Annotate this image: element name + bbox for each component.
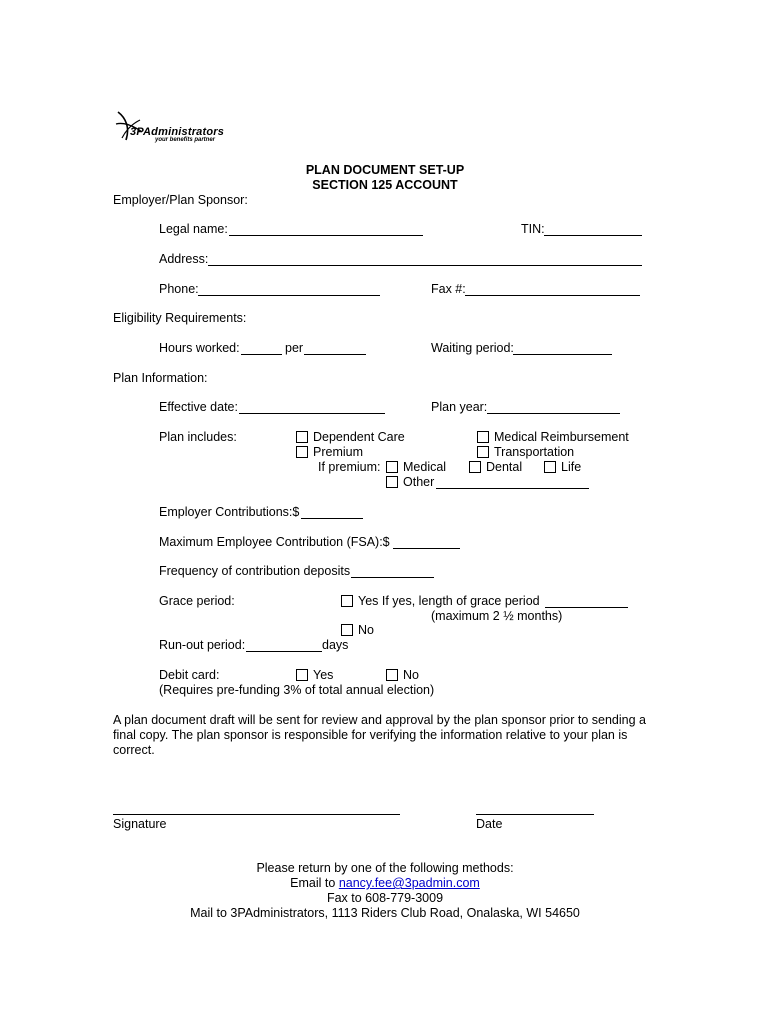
runout-period-field[interactable] [246,651,322,652]
frequency-field[interactable] [351,577,434,578]
grace-no-label: No [358,623,374,637]
medical-label: Medical [403,460,447,474]
premium-label: Premium [313,445,364,459]
debit-yes-checkbox[interactable] [296,669,308,681]
grace-no-checkbox[interactable] [341,624,353,636]
employer-heading: Employer/Plan Sponsor: [113,193,248,207]
email-link[interactable]: nancy.fee@3padmin.com [338,876,480,890]
frequency-label: Frequency of contribution deposits [159,564,351,578]
if-premium-label: If premium: [318,460,381,474]
life-label: Life [561,460,582,474]
transportation-label: Transportation [494,445,575,459]
tin-field[interactable] [544,235,642,236]
plan-year-label: Plan year: [431,400,488,414]
logo-tagline: your benefits partner [155,137,216,143]
plan-info-heading: Plan Information: [113,371,208,385]
employer-contributions-label: Employer Contributions:$ [159,505,300,519]
return-fax-line: Fax to 608-779-3009 [326,891,444,905]
grace-yes-label: Yes If yes, length of grace period [358,594,540,608]
dependent-care-label: Dependent Care [313,430,405,444]
document-title: PLAN DOCUMENT SET-UP [305,163,465,177]
prefunding-note: (Requires pre-funding 3% of total annual election) [159,683,435,697]
return-email-line [160,876,610,891]
max-employee-contribution-field[interactable] [393,548,460,549]
grace-length-field[interactable] [545,607,628,608]
eligibility-heading: Eligibility Requirements: [113,311,247,325]
days-label: days [322,638,349,652]
address-label: Address: [159,252,209,266]
dental-checkbox[interactable] [469,461,481,473]
hours-worked-label: Hours worked: [159,341,240,355]
debit-yes-label: Yes [313,668,334,682]
disclaimer-paragraph: A plan document draft will be sent for review and approval by the plan sponsor prior to sending a final copy. The plan sponsor is responsible for verifying the information relative to your plan is correct. [113,713,646,757]
other-field[interactable] [436,488,589,489]
per-label: per [285,341,304,355]
runout-period-label: Run-out period: [159,638,246,652]
other-label: Other [403,475,435,489]
waiting-period-field[interactable] [513,354,612,355]
logo-name: 3PAdministrators [130,126,225,138]
legal-name-field[interactable] [229,235,423,236]
email-prefix: Email to [290,876,339,890]
date-field[interactable] [476,814,594,815]
transportation-checkbox[interactable] [477,446,489,458]
other-checkbox[interactable] [386,476,398,488]
legal-name-label: Legal name: [159,222,228,236]
medical-reimbursement-checkbox[interactable] [477,431,489,443]
return-instructions-heading: Please return by one of the following methods: [256,861,514,875]
plan-year-field[interactable] [487,413,620,414]
address-field[interactable] [208,265,642,266]
max-employee-contribution-label: Maximum Employee Contribution (FSA):$ [159,535,390,549]
return-mail-line: Mail to 3PAdministrators, 1113 Riders Club Road, Onalaska, WI 54650 [190,906,580,920]
premium-checkbox[interactable] [296,446,308,458]
debit-no-checkbox[interactable] [386,669,398,681]
medical-reimbursement-label: Medical Reimbursement [494,430,629,444]
grace-yes-checkbox[interactable] [341,595,353,607]
debit-card-label: Debit card: [159,668,220,682]
document-subtitle: SECTION 125 ACCOUNT [312,178,458,192]
hours-worked-field[interactable] [241,354,282,355]
fax-field[interactable] [465,295,640,296]
fax-label: Fax #: [431,282,466,296]
dental-label: Dental [486,460,523,474]
waiting-period-label: Waiting period: [431,341,514,355]
signature-field[interactable] [113,814,400,815]
signature-label: Signature [113,817,167,831]
plan-includes-label: Plan includes: [159,430,237,444]
grace-maximum-note: (maximum 2 ½ months) [431,609,563,623]
debit-no-label: No [403,668,419,682]
medical-checkbox[interactable] [386,461,398,473]
dependent-care-checkbox[interactable] [296,431,308,443]
tin-label: TIN: [521,222,545,236]
employer-contributions-field[interactable] [301,518,363,519]
grace-period-label: Grace period: [159,594,235,608]
effective-date-label: Effective date: [159,400,238,414]
date-label: Date [476,817,503,831]
per-field[interactable] [304,354,366,355]
effective-date-field[interactable] [239,413,385,414]
life-checkbox[interactable] [544,461,556,473]
phone-label: Phone: [159,282,199,296]
phone-field[interactable] [198,295,380,296]
